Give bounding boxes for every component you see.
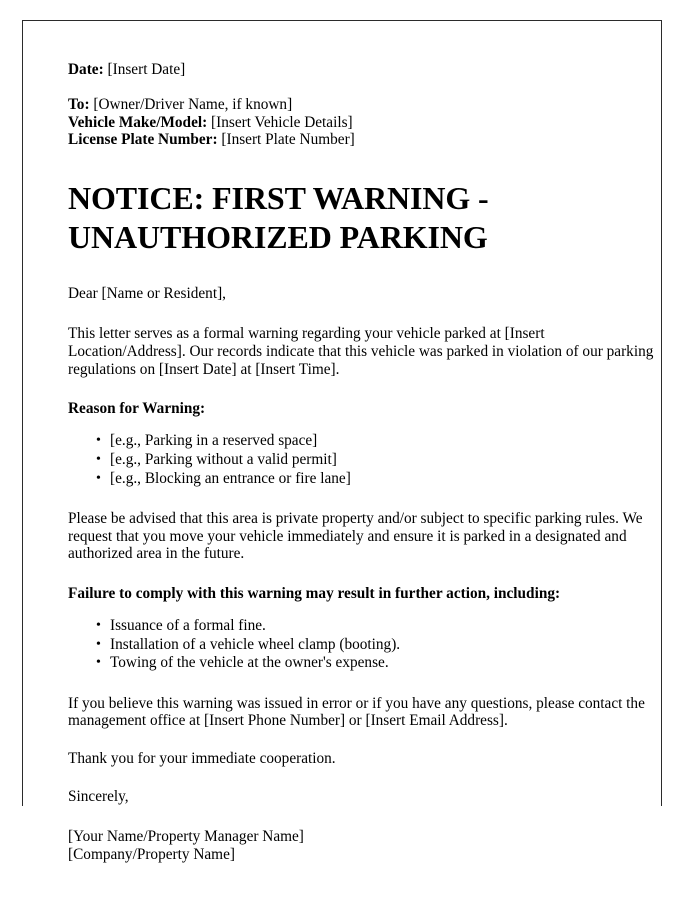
field-license-plate-label: License Plate Number: bbox=[68, 131, 218, 149]
list-item: • Installation of a vehicle wheel clamp (booting). bbox=[110, 636, 664, 654]
field-vehicle-make-model bbox=[68, 114, 664, 132]
intro-paragraph: This letter serves as a formal warning regarding your vehicle parked at [Insert Location/Address]. Our records indicate that this vehicle was parked in violation of our parking regulations on [Insert Date] at [Insert Time]. bbox=[68, 324, 654, 378]
signature-name: [Your Name/Property Manager Name] bbox=[68, 827, 304, 845]
closing-line: Sincerely, bbox=[68, 787, 129, 805]
document-body bbox=[68, 61, 664, 864]
field-to-label: To: bbox=[68, 95, 90, 113]
reason-list bbox=[68, 432, 664, 488]
field-license-plate bbox=[68, 131, 664, 149]
contact-paragraph: If you believe this warning was issued in error or if you have any questions, please contact the management office at [Insert Phone Number] or [Insert Email Address]. bbox=[68, 694, 645, 730]
reason-heading: Reason for Warning: bbox=[68, 400, 206, 418]
list-item: • Issuance of a formal fine. bbox=[110, 617, 664, 635]
list-item: • Towing of the vehicle at the owner's expense. bbox=[110, 654, 664, 672]
salutation: Dear [Name or Resident], bbox=[68, 285, 227, 303]
signature-block bbox=[68, 828, 664, 864]
list-item: • [e.g., Blocking an entrance or fire lane] bbox=[110, 470, 664, 488]
field-vehicle-make-model-value: [Insert Vehicle Details] bbox=[211, 113, 353, 131]
list-item: • [e.g., Parking in a reserved space] bbox=[110, 432, 664, 450]
meta-spacer bbox=[68, 79, 664, 96]
list-item: • [e.g., Parking without a valid permit] bbox=[110, 451, 664, 469]
recipient-details-block bbox=[68, 61, 664, 149]
field-to-value: [Owner/Driver Name, if known] bbox=[93, 95, 293, 113]
consequences-list bbox=[68, 617, 664, 673]
field-date-value: [Insert Date] bbox=[107, 61, 186, 78]
advisory-paragraph: Please be advised that this area is private property and/or subject to specific parking rules. We request that you move your vehicle immediately and ensure it is parked in a designated and authorized area in the future. bbox=[68, 509, 643, 563]
document-page bbox=[22, 20, 662, 863]
field-license-plate-value: [Insert Plate Number] bbox=[221, 131, 355, 149]
page-title: NOTICE: FIRST WARNING - UNAUTHORIZED PARKING bbox=[68, 180, 489, 256]
field-date bbox=[68, 61, 664, 79]
field-vehicle-make-model-label: Vehicle Make/Model: bbox=[68, 113, 208, 131]
signature-company: [Company/Property Name] bbox=[68, 845, 235, 863]
field-date-label: Date: bbox=[68, 61, 104, 78]
failure-to-comply-heading: Failure to comply with this warning may result in further action, including: bbox=[68, 585, 561, 603]
field-to bbox=[68, 96, 664, 114]
thanks-paragraph: Thank you for your immediate cooperation. bbox=[68, 750, 336, 768]
